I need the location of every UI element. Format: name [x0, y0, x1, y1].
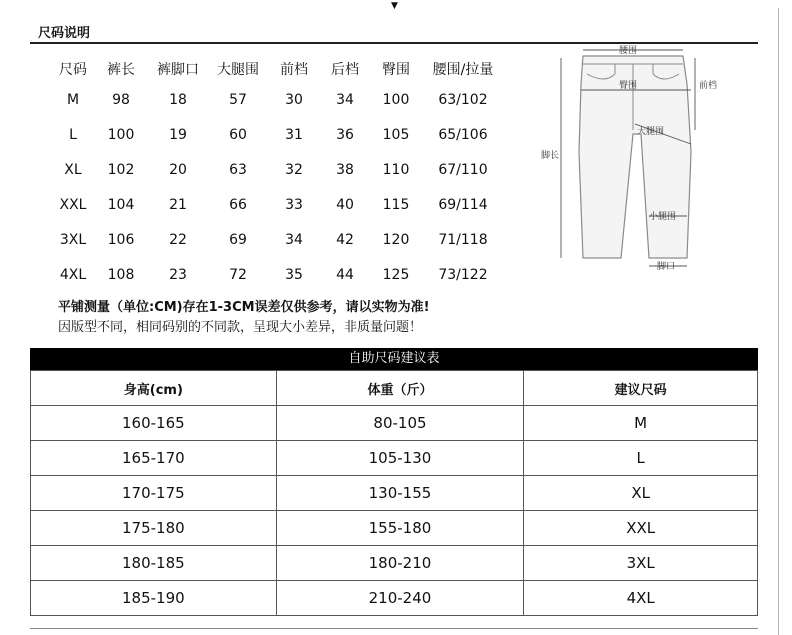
table-cell: 105-130: [276, 441, 524, 476]
table-cell: XL: [524, 476, 758, 511]
table-cell: 36: [336, 126, 354, 143]
table-row: [31, 581, 758, 616]
table-cell: L: [524, 441, 758, 476]
label-front-rise: 前档: [699, 81, 718, 91]
table-cell: 35: [285, 266, 303, 283]
table-cell: 155-180: [276, 511, 524, 546]
table-cell: 22: [169, 231, 187, 248]
table-cell: 3XL: [524, 546, 758, 581]
table-cell: 170-175: [31, 476, 277, 511]
table-cell: 63/102: [438, 91, 488, 108]
table-cell: 42: [336, 231, 354, 248]
table-cell: 185-190: [31, 581, 277, 616]
table-cell: L: [69, 126, 77, 143]
table-cell: 175-180: [31, 511, 277, 546]
label-hip: 臀围: [619, 81, 638, 91]
table-cell: 65/106: [438, 126, 488, 143]
table-cell: XXL: [59, 196, 87, 213]
size-table: [50, 56, 502, 292]
table-cell: 66: [229, 196, 247, 213]
header-cell: 建议尺码: [524, 371, 758, 406]
table-cell: M: [66, 91, 80, 108]
table-row: [31, 476, 758, 511]
table-cell: 4XL: [524, 581, 758, 616]
table-cell: 125: [382, 266, 410, 283]
pants-measurement-diagram: [515, 44, 727, 276]
table-row: [50, 152, 502, 187]
size-table-header-row: [50, 56, 502, 82]
header-cell: 后档: [331, 62, 359, 78]
table-cell: 21: [169, 196, 187, 213]
table-cell: 80-105: [276, 406, 524, 441]
table-cell: 30: [285, 91, 303, 108]
header-cell: 体重（斤）: [276, 371, 524, 406]
recommend-title: 自助尺码建议表: [30, 348, 758, 370]
recommend-table: [30, 370, 758, 616]
header-cell: 裤长: [107, 62, 135, 78]
table-row: [50, 117, 502, 152]
table-cell: 106: [107, 231, 135, 248]
table-row: [50, 82, 502, 117]
table-cell: 165-170: [31, 441, 277, 476]
table-row: [31, 406, 758, 441]
table-row: [50, 222, 502, 257]
table-cell: 130-155: [276, 476, 524, 511]
table-cell: 67/110: [438, 161, 488, 178]
table-cell: 102: [107, 161, 135, 178]
table-cell: 38: [336, 161, 354, 178]
table-cell: 33: [285, 196, 303, 213]
table-cell: 160-165: [31, 406, 277, 441]
table-cell: 31: [285, 126, 303, 143]
table-row: [31, 441, 758, 476]
table-cell: 98: [112, 91, 130, 108]
frame-border: [778, 8, 779, 635]
label-calf: 小腿围: [649, 212, 677, 222]
table-cell: 120: [382, 231, 410, 248]
table-cell: 115: [382, 196, 410, 213]
table-cell: 18: [169, 91, 187, 108]
table-cell: 20: [169, 161, 187, 178]
table-cell: 100: [107, 126, 135, 143]
header-cell: 尺码: [59, 62, 87, 78]
table-cell: 34: [336, 91, 354, 108]
header-cell: 前档: [280, 62, 308, 78]
table-cell: 34: [285, 231, 303, 248]
header-cell: 大腿围: [217, 62, 259, 78]
header-cell: 身高(cm): [31, 371, 277, 406]
table-cell: 19: [169, 126, 187, 143]
table-cell: 57: [229, 91, 247, 108]
table-cell: 210-240: [276, 581, 524, 616]
table-cell: 110: [382, 161, 410, 178]
table-row: [50, 257, 502, 292]
table-cell: 63: [229, 161, 247, 178]
table-row: [50, 187, 502, 222]
header-cell: 裤脚口: [157, 62, 199, 78]
measurement-note: 平铺测量（单位:CM)存在1-3CM误差仅供参考，请以实物为准!: [58, 300, 430, 315]
table-cell: 72: [229, 266, 247, 283]
table-cell: 3XL: [59, 231, 87, 248]
header-cell: 腰围/拉量: [432, 62, 494, 78]
recommend-header-row: [31, 371, 758, 406]
table-cell: XXL: [524, 511, 758, 546]
table-cell: 40: [336, 196, 354, 213]
header-cell: 臀围: [382, 62, 410, 78]
label-length: 脚长: [541, 151, 560, 161]
table-cell: 180-210: [276, 546, 524, 581]
table-cell: 44: [336, 266, 354, 283]
label-hem: 脚口: [657, 262, 676, 272]
label-waist: 腰围: [619, 46, 638, 56]
table-cell: 71/118: [438, 231, 488, 248]
table-cell: 60: [229, 126, 247, 143]
table-cell: 69/114: [438, 196, 488, 213]
variation-note: 因版型不同，相同码别的不同款，呈现大小差异，非质量问题！: [58, 320, 423, 335]
table-row: [31, 511, 758, 546]
table-cell: 73/122: [438, 266, 488, 283]
table-cell: 69: [229, 231, 247, 248]
table-cell: 32: [285, 161, 303, 178]
table-cell: 104: [107, 196, 135, 213]
table-cell: XL: [64, 161, 82, 178]
down-arrow-icon: ▼: [391, 1, 398, 11]
table-cell: 108: [107, 266, 135, 283]
table-cell: 180-185: [31, 546, 277, 581]
table-cell: M: [524, 406, 758, 441]
table-cell: 23: [169, 266, 187, 283]
table-cell: 4XL: [59, 266, 87, 283]
table-row: [31, 546, 758, 581]
label-thigh: 大腿围: [637, 127, 665, 137]
page-title: 尺码说明: [38, 26, 91, 41]
table-cell: 100: [382, 91, 410, 108]
table-cell: 105: [382, 126, 410, 143]
bottom-divider: [30, 628, 758, 629]
